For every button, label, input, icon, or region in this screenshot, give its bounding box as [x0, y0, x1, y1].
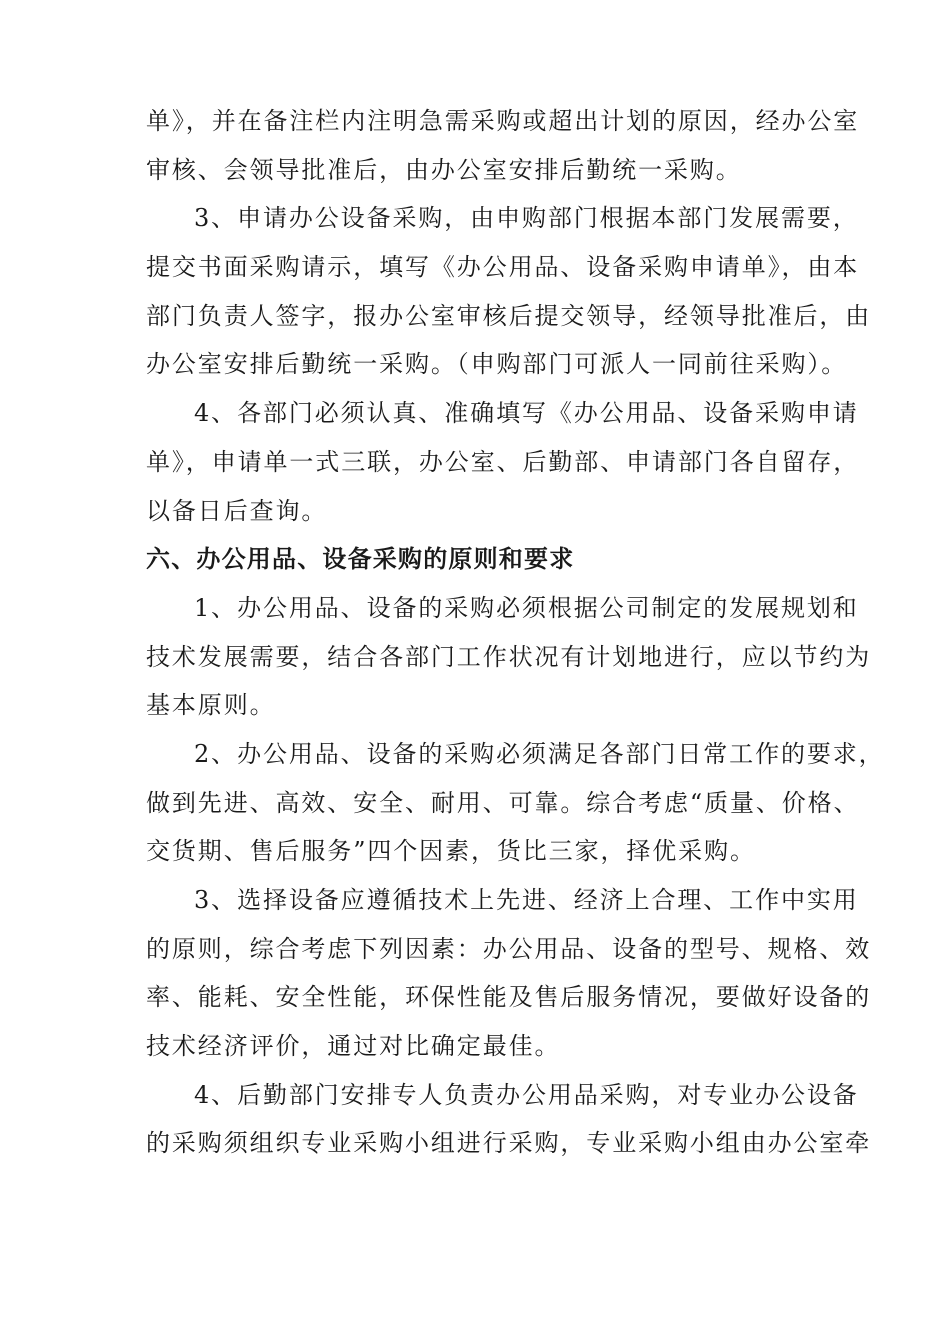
section-heading: 六、办公用品、设备采购的原则和要求 — [146, 544, 575, 574]
text-line: 提交书面采购请示，填写《办公用品、设备采购申请单》，由本 — [146, 253, 860, 282]
paragraph-start-line: 4、后勤部门安排专人负责办公用品采购，对专业办公设备 — [194, 1080, 859, 1109]
text-line: 技术经济评价，通过对比确定最佳。 — [146, 1032, 561, 1061]
text-line: 基本原则。 — [146, 691, 276, 720]
text-line: 交货期、售后服务”四个因素，货比三家，择优采购。 — [146, 837, 756, 866]
paragraph-start-line: 2、办公用品、设备的采购必须满足各部门日常工作的要求， — [194, 739, 885, 768]
text-line: 办公室安排后勤统一采购。（申购部门可派人一同前往采购）。 — [146, 350, 848, 379]
text-line: 做到先进、高效、安全、耐用、可靠。综合考虑“质量、价格、 — [146, 788, 860, 817]
text-line: 的采购须组织专业采购小组进行采购，专业采购小组由办公室牵 — [146, 1129, 872, 1158]
text-line: 单》，申请单一式三联，办公室、后勤部、申请部门各自留存， — [146, 447, 860, 476]
document-body — [146, 97, 885, 1168]
paragraph-start-line: 4、各部门必须认真、准确填写《办公用品、设备采购申请 — [194, 399, 859, 428]
text-line: 技术发展需要，结合各部门工作状况有计划地进行，应以节约为 — [146, 642, 872, 671]
paragraph-start-line: 1、办公用品、设备的采购必须根据公司制定的发展规划和 — [194, 593, 859, 622]
text-line: 单》，并在备注栏内注明急需采购或超出计划的原因，经办公室 — [146, 107, 860, 135]
text-line: 部门负责人签字，报办公室审核后提交领导，经领导批准后，由 — [146, 301, 872, 330]
text-line: 的原则，综合考虑下列因素：办公用品、设备的型号、规格、效 — [146, 934, 872, 963]
text-line: 率、能耗、安全性能，环保性能及售后服务情况，要做好设备的 — [146, 983, 872, 1012]
paragraph-start-line: 3、选择设备应遵循技术上先进、经济上合理、工作中实用 — [194, 886, 859, 914]
text-line: 以备日后查询。 — [146, 496, 328, 525]
text-line: 审核、会领导批准后，由办公室安排后勤统一采购。 — [146, 155, 742, 184]
paragraph-start-line: 3、申请办公设备采购，由申购部门根据本部门发展需要， — [194, 204, 859, 233]
